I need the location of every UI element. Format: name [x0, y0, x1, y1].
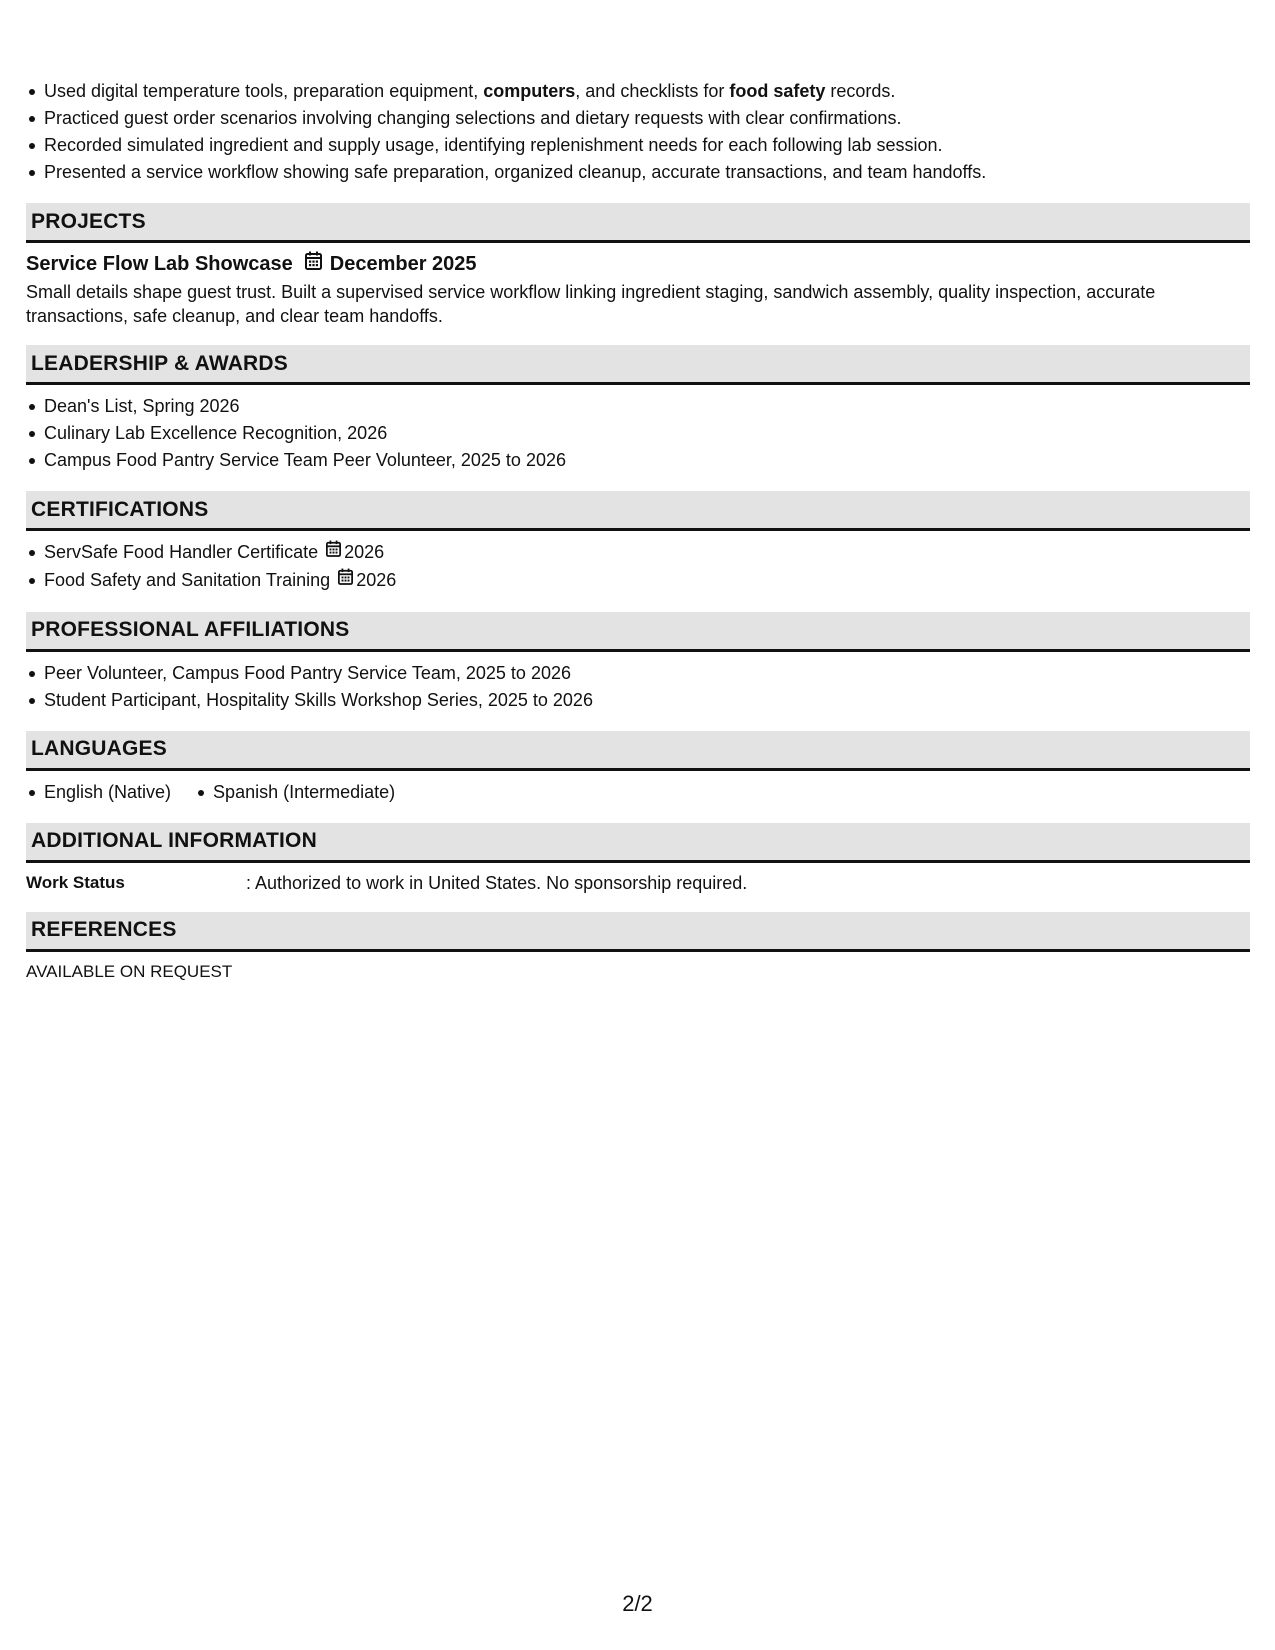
languages-list [26, 779, 1250, 806]
references-section-header [26, 912, 1250, 952]
calendar-icon [326, 538, 341, 565]
experience-bullet: Recorded simulated ingredient and supply usage, identifying replenishment needs for each following lab session. [44, 132, 1250, 159]
experience-bullet: Presented a service workflow showing safe preparation, organized cleanup, accurate transactions, and team handoffs. [44, 159, 1250, 186]
list-item: Dean's List, Spring 2026 [44, 393, 1250, 420]
additional-info-section [26, 871, 1250, 895]
certification-name: Food Safety and Sanitation Training [44, 569, 331, 590]
list-item: Peer Volunteer, Campus Food Pantry Service Team, 2025 to 2026 [44, 660, 1250, 687]
section-title: LANGUAGES [31, 737, 167, 760]
project-description: Small details shape guest trust. Built a supervised service workflow linking ingredient staging, sandwich assembly, quality inspection, accurate transactions, safe cleanup, and clear team handoffs. [26, 282, 1156, 326]
affiliations-list [26, 660, 1250, 714]
references-section [26, 960, 1250, 984]
languages-section [26, 779, 1250, 806]
certifications-section [26, 539, 1250, 595]
list-item: Culinary Lab Excellence Recognition, 2026 [44, 420, 1250, 447]
certifications-list [26, 539, 1250, 595]
calendar-icon [338, 566, 353, 593]
affiliations-section-header [26, 612, 1250, 652]
languages-section-header [26, 731, 1250, 771]
section-title: PROFESSIONAL AFFILIATIONS [31, 618, 350, 641]
section-title: REFERENCES [31, 918, 177, 941]
project-date: December 2025 [329, 253, 477, 275]
calendar-icon [305, 251, 322, 277]
list-item [44, 567, 1250, 595]
certification-date: 2026 [338, 570, 396, 590]
section-title: ADDITIONAL INFORMATION [31, 829, 317, 852]
resume-page [26, 78, 1250, 984]
project-title-row [26, 251, 1250, 277]
projects-section [26, 251, 1250, 328]
list-item: Student Participant, Hospitality Skills Workshop Series, 2025 to 2026 [44, 687, 1250, 714]
project-title: Service Flow Lab Showcase [26, 253, 293, 275]
additional-info-section-header [26, 823, 1250, 863]
references-text: AVAILABLE ON REQUEST [26, 961, 233, 981]
list-item [44, 539, 1250, 567]
leadership-list [26, 393, 1250, 474]
section-title: LEADERSHIP & AWARDS [31, 351, 288, 375]
list-item: Campus Food Pantry Service Team Peer Volunteer, 2025 to 2026 [44, 447, 1250, 474]
language-item: Spanish (Intermediate) [213, 779, 395, 806]
leadership-section [26, 393, 1250, 474]
work-status-value: : Authorized to work in United States. No sponsorship required. [246, 872, 748, 893]
work-status-row [26, 871, 1250, 895]
work-status-label: Work Status [26, 872, 125, 892]
experience-bullet-list [26, 78, 1250, 186]
leadership-section-header [26, 345, 1250, 385]
certification-date: 2026 [326, 542, 384, 562]
language-item: English (Native) [44, 779, 171, 806]
certification-name: ServSafe Food Handler Certificate [44, 542, 319, 562]
certifications-section-header [26, 491, 1250, 531]
experience-bullet: Used digital temperature tools, preparation equipment, computers, and checklists for food safety records. [44, 78, 1250, 105]
page-number: 2/2 [622, 1591, 653, 1616]
projects-section-header [26, 203, 1250, 243]
section-title: CERTIFICATIONS [31, 497, 209, 521]
section-title: PROJECTS [31, 209, 146, 233]
experience-bullet: Practiced guest order scenarios involving changing selections and dietary requests with clear confirmations. [44, 105, 1250, 132]
affiliations-section [26, 660, 1250, 714]
